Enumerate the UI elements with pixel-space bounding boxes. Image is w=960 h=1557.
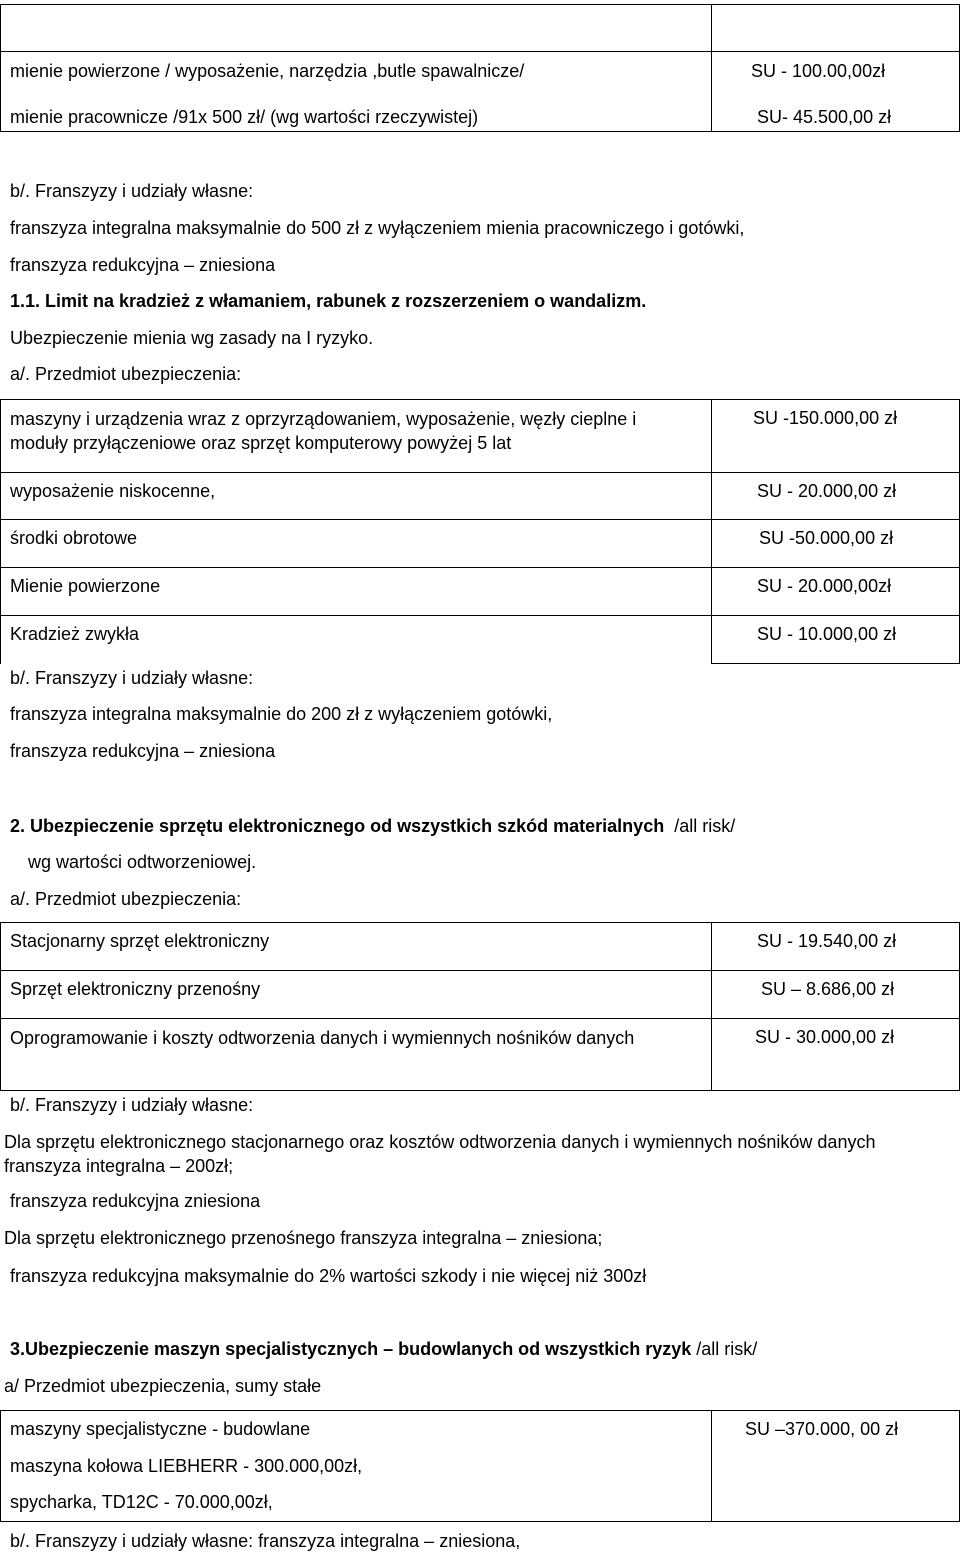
table-row-label: Sprzęt elektroniczny przenośny <box>10 979 261 999</box>
subject-heading: a/. Przedmiot ubezpieczenia: <box>10 889 242 909</box>
table-row-value: SU - 20.000,00zł <box>757 576 892 596</box>
franchise-line: Dla sprzętu elektronicznego przenośnego franszyza integralna – zniesiona; <box>4 1228 603 1248</box>
section-heading <box>10 815 735 837</box>
list-item: spycharka, TD12C - 70.000,00zł, <box>10 1492 273 1512</box>
section-subheading: wg wartości odtworzeniowej. <box>28 852 257 872</box>
table-row-value: SU - 100.00,00zł <box>751 61 886 81</box>
table-row-value: SU - 30.000,00 zł <box>755 1027 895 1047</box>
table-row-label: wyposażenie niskocenne, <box>10 481 216 501</box>
subject-heading: a/. Przedmiot ubezpieczenia: <box>10 364 242 384</box>
table-row-value: SU- 45.500,00 zł <box>757 107 892 127</box>
section-heading-bold: 2. Ubezpieczenie sprzętu elektronicznego od wszystkich szkód materialnych <box>10 816 665 836</box>
franchise-line: franszyza integralna maksymalnie do 200 zł z wyłączeniem gotówki, <box>10 704 553 724</box>
section-heading-bold: 3.Ubezpieczenie maszyn specjalistycznych – budowlanych od wszystkich ryzyk <box>10 1339 692 1359</box>
section-heading: 1.1. Limit na kradzież z włamaniem, rabunek z rozszerzeniem o wandalizm. <box>10 291 647 311</box>
franchise-line: franszyza redukcyjna zniesiona <box>10 1191 261 1211</box>
table-row-label: Stacjonarny sprzęt elektroniczny <box>10 931 270 951</box>
franchise-heading: b/. Franszyzy i udziały własne: <box>10 668 254 688</box>
table-row-value: SU - 19.540,00 zł <box>757 931 897 951</box>
table-row-value: SU - 20.000,00 zł <box>757 481 897 501</box>
section-subheading: Ubezpieczenie mienia wg zasady na I ryzyko. <box>10 328 374 348</box>
franchise-line: Dla sprzętu elektronicznego stacjonarnego oraz kosztów odtworzenia danych i wymiennych nośników danych franszyza integralna – 200zł; <box>4 1132 876 1176</box>
table-row-value: SU –370.000, 00 zł <box>745 1419 899 1439</box>
table-row-label: środki obrotowe <box>10 528 138 548</box>
section-heading-suffix: /all risk/ <box>674 816 736 836</box>
table-row-value: SU - 10.000,00 zł <box>757 624 897 644</box>
table-row-label: mienie powierzone / wyposażenie, narzędzia ,butle spawalnicze/ <box>10 61 525 81</box>
list-item: maszyny specjalistyczne - budowlane <box>10 1419 311 1439</box>
table-row-label: mienie pracownicze /91x 500 zł/ (wg wartości rzeczywistej) <box>10 107 479 127</box>
franchise-heading: b/. Franszyzy i udziały własne: <box>10 181 254 201</box>
franchise-heading: b/. Franszyzy i udziały własne: <box>10 1095 254 1115</box>
table-row-label: Kradzież zwykła <box>10 624 140 644</box>
list-item: maszyna kołowa LIEBHERR - 300.000,00zł, <box>10 1456 363 1476</box>
section-heading <box>10 1338 757 1360</box>
subject-heading: a/ Przedmiot ubezpieczenia, sumy stałe <box>4 1376 322 1396</box>
franchise-line: franszyza integralna maksymalnie do 500 zł z wyłączeniem mienia pracowniczego i gotówki, <box>10 218 745 238</box>
franchise-line: b/. Franszyzy i udziały własne: franszyza integralna – zniesiona, <box>10 1531 521 1551</box>
table-row-label: Mienie powierzone <box>10 576 161 596</box>
table-row-value: SU -50.000,00 zł <box>759 528 894 548</box>
table-row-value: SU – 8.686,00 zł <box>761 979 895 999</box>
table-row-label: maszyny i urządzenia wraz z oprzyrządowaniem, wyposażenie, węzły cieplne i moduły przyłączeniowe oraz sprzęt komputerowy powyżej 5 lat <box>10 409 637 453</box>
table-row-value: SU -150.000,00 zł <box>753 408 898 428</box>
section-heading-suffix: /all risk/ <box>696 1339 758 1359</box>
franchise-line: franszyza redukcyjna – zniesiona <box>10 255 276 275</box>
franchise-line: franszyza redukcyjna – zniesiona <box>10 741 276 761</box>
franchise-line: franszyza redukcyjna maksymalnie do 2% wartości szkody i nie więcej niż 300zł <box>10 1266 647 1286</box>
table-row-label: Oprogramowanie i koszty odtworzenia danych i wymiennych nośników danych <box>10 1028 635 1048</box>
